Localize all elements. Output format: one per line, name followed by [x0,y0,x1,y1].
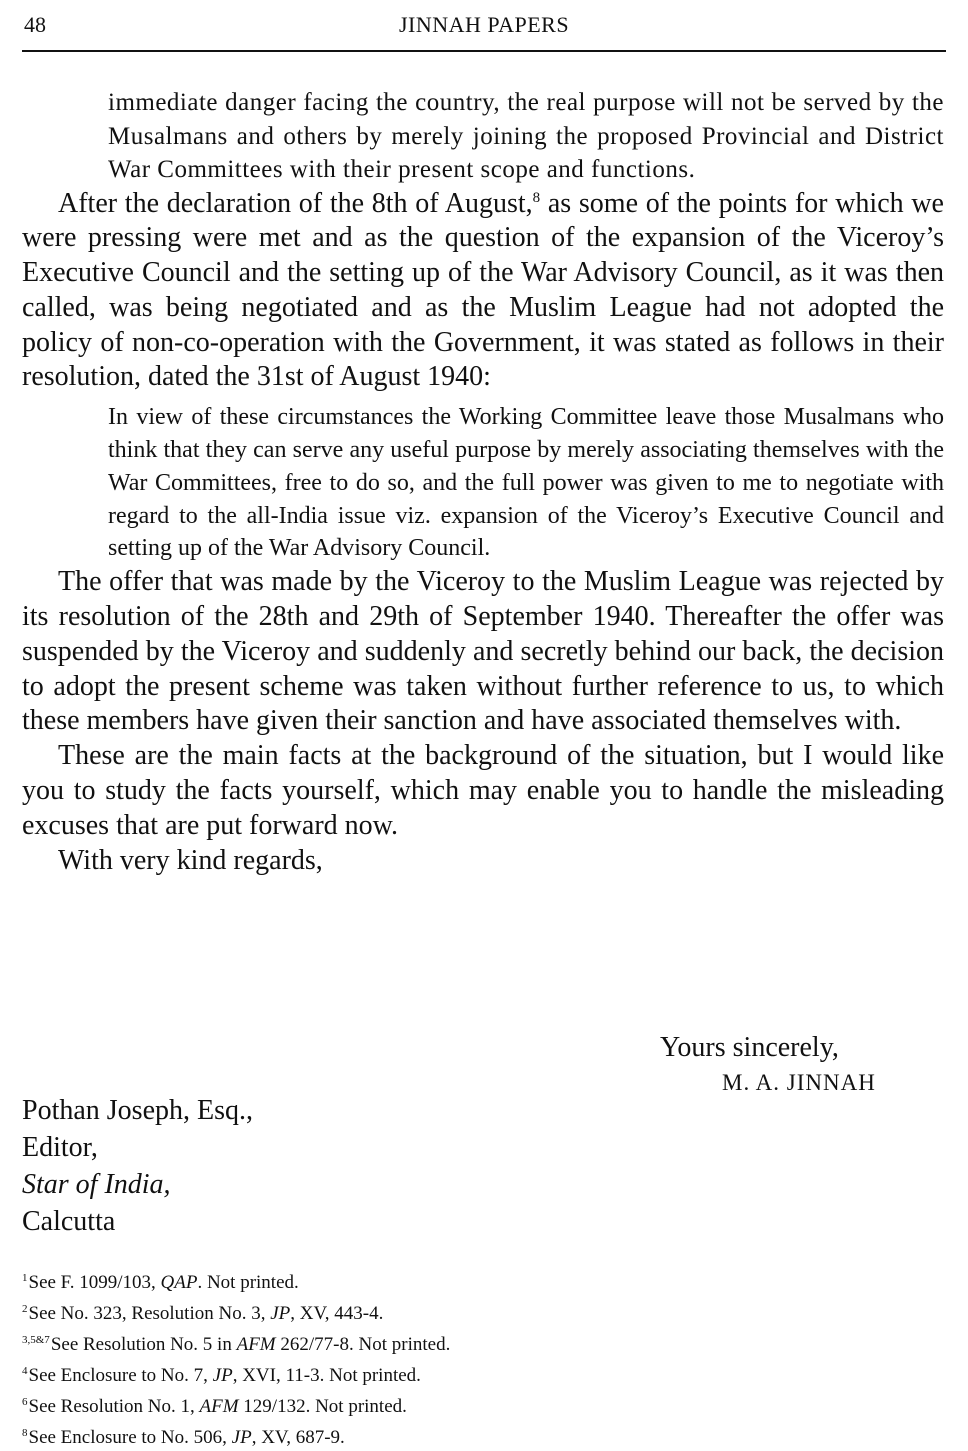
footnote [22,1358,450,1389]
footnote [22,1327,450,1358]
footnote-ref-8: 8 [532,189,541,206]
footnote-italic: QAP [160,1272,198,1293]
footnote-mark: 4 [22,1365,28,1377]
footnote-italic: JP [212,1365,233,1386]
signature-name: M. A. JINNAH [722,1070,876,1095]
paragraph-1-text-b: as some of the points for which we were pressing were met and as the question of the expansion of the Viceroy’s Executive Council and the setting up of the War Advisory Council, as it was then called, was being negotiated and as the Muslim League had not adopted the policy of non-co-operation with the Government, it was stated as follows in their resolution, dated the 31st of August 1940: [22,187,944,393]
footnote-text: See F. 1099/103, [28,1272,161,1293]
paragraph-3: These are the main facts at the background of the situation, but I would like you to study the facts yourself, which may enable you to handle the misleading excuses that are put forward now. [22,740,944,841]
block-quote-1: immediate danger facing the country, the real purpose will not be served by the Musalmans and others by merely joining the proposed Provincial and District War Committees with their present scope and functions. [108,89,944,183]
paragraph-1 [22,187,944,396]
block-quote-2: In view of these circumstances the Working Committee leave those Musalmans who think that they can serve any useful purpose by merely associating themselves with the War Committees, free to do so, and the full power was given to me to negotiate with regard to the all-India issue viz. expansion of the Viceroy’s Executive Council and setting up of the War Advisory Council. [108,404,944,562]
footnote-text: See Resolution No. 5 in [50,1334,237,1355]
footnote-italic: JP [231,1427,252,1448]
footnote-text: , XV, 443-4. [290,1303,384,1324]
footnote-text: See No. 323, Resolution No. 3, [28,1303,271,1324]
footnote-mark: 2 [22,1303,28,1315]
running-head: JINNAH PAPERS [398,12,570,37]
header-rule [22,50,946,52]
footnote-mark: 1 [22,1272,28,1284]
closing-line: With very kind regards, [58,844,323,876]
footnote-mark: 8 [22,1427,28,1439]
addressee-title: Editor, [22,1132,98,1163]
addressee-name: Pothan Joseph, Esq., [22,1095,253,1126]
footnote-text: , XVI, 11-3. Not printed. [232,1365,421,1386]
footnote [22,1389,450,1420]
footnote-text: . Not printed. [197,1272,299,1293]
addressee-city: Calcutta [22,1206,116,1237]
page-number: 48 [24,12,46,37]
page-header [24,8,944,42]
footnote [22,1420,450,1451]
footnote-mark: 6 [22,1396,28,1408]
addressee-publication: Star of India, [22,1169,171,1200]
footnote-text: See Resolution No. 1, [28,1396,200,1417]
footnote-text: 129/132. Not printed. [238,1396,407,1417]
footnote-text: , XV, 687-9. [251,1427,345,1448]
addressee-block [22,1092,253,1240]
footnotes [22,1265,450,1451]
footnote [22,1296,450,1327]
letter-body [22,86,944,878]
paragraph-2: The offer that was made by the Viceroy to the Muslim League was rejected by its resolution of the 28th and 29th of September 1940. Thereafter the offer was suspended by the Viceroy and suddenly and secretly behind our back, the decision to adopt the present scheme was taken without further reference to us, to which these members have given their sanction and have associated themselves with. [22,566,944,737]
footnote-text: See Enclosure to No. 7, [28,1365,213,1386]
footnote-text: See Enclosure to No. 506, [28,1427,232,1448]
footnote-italic: AFM [236,1334,276,1355]
signoff: Yours sincerely, [660,1032,839,1063]
footnote-mark: 3,5&7 [22,1334,50,1346]
footnote [22,1265,450,1296]
paragraph-1-text-a: After the declaration of the 8th of August, [58,187,533,219]
footnote-italic: AFM [199,1396,239,1417]
footnote-italic: JP [270,1303,291,1324]
footnote-text: 262/77-8. Not printed. [275,1334,451,1355]
